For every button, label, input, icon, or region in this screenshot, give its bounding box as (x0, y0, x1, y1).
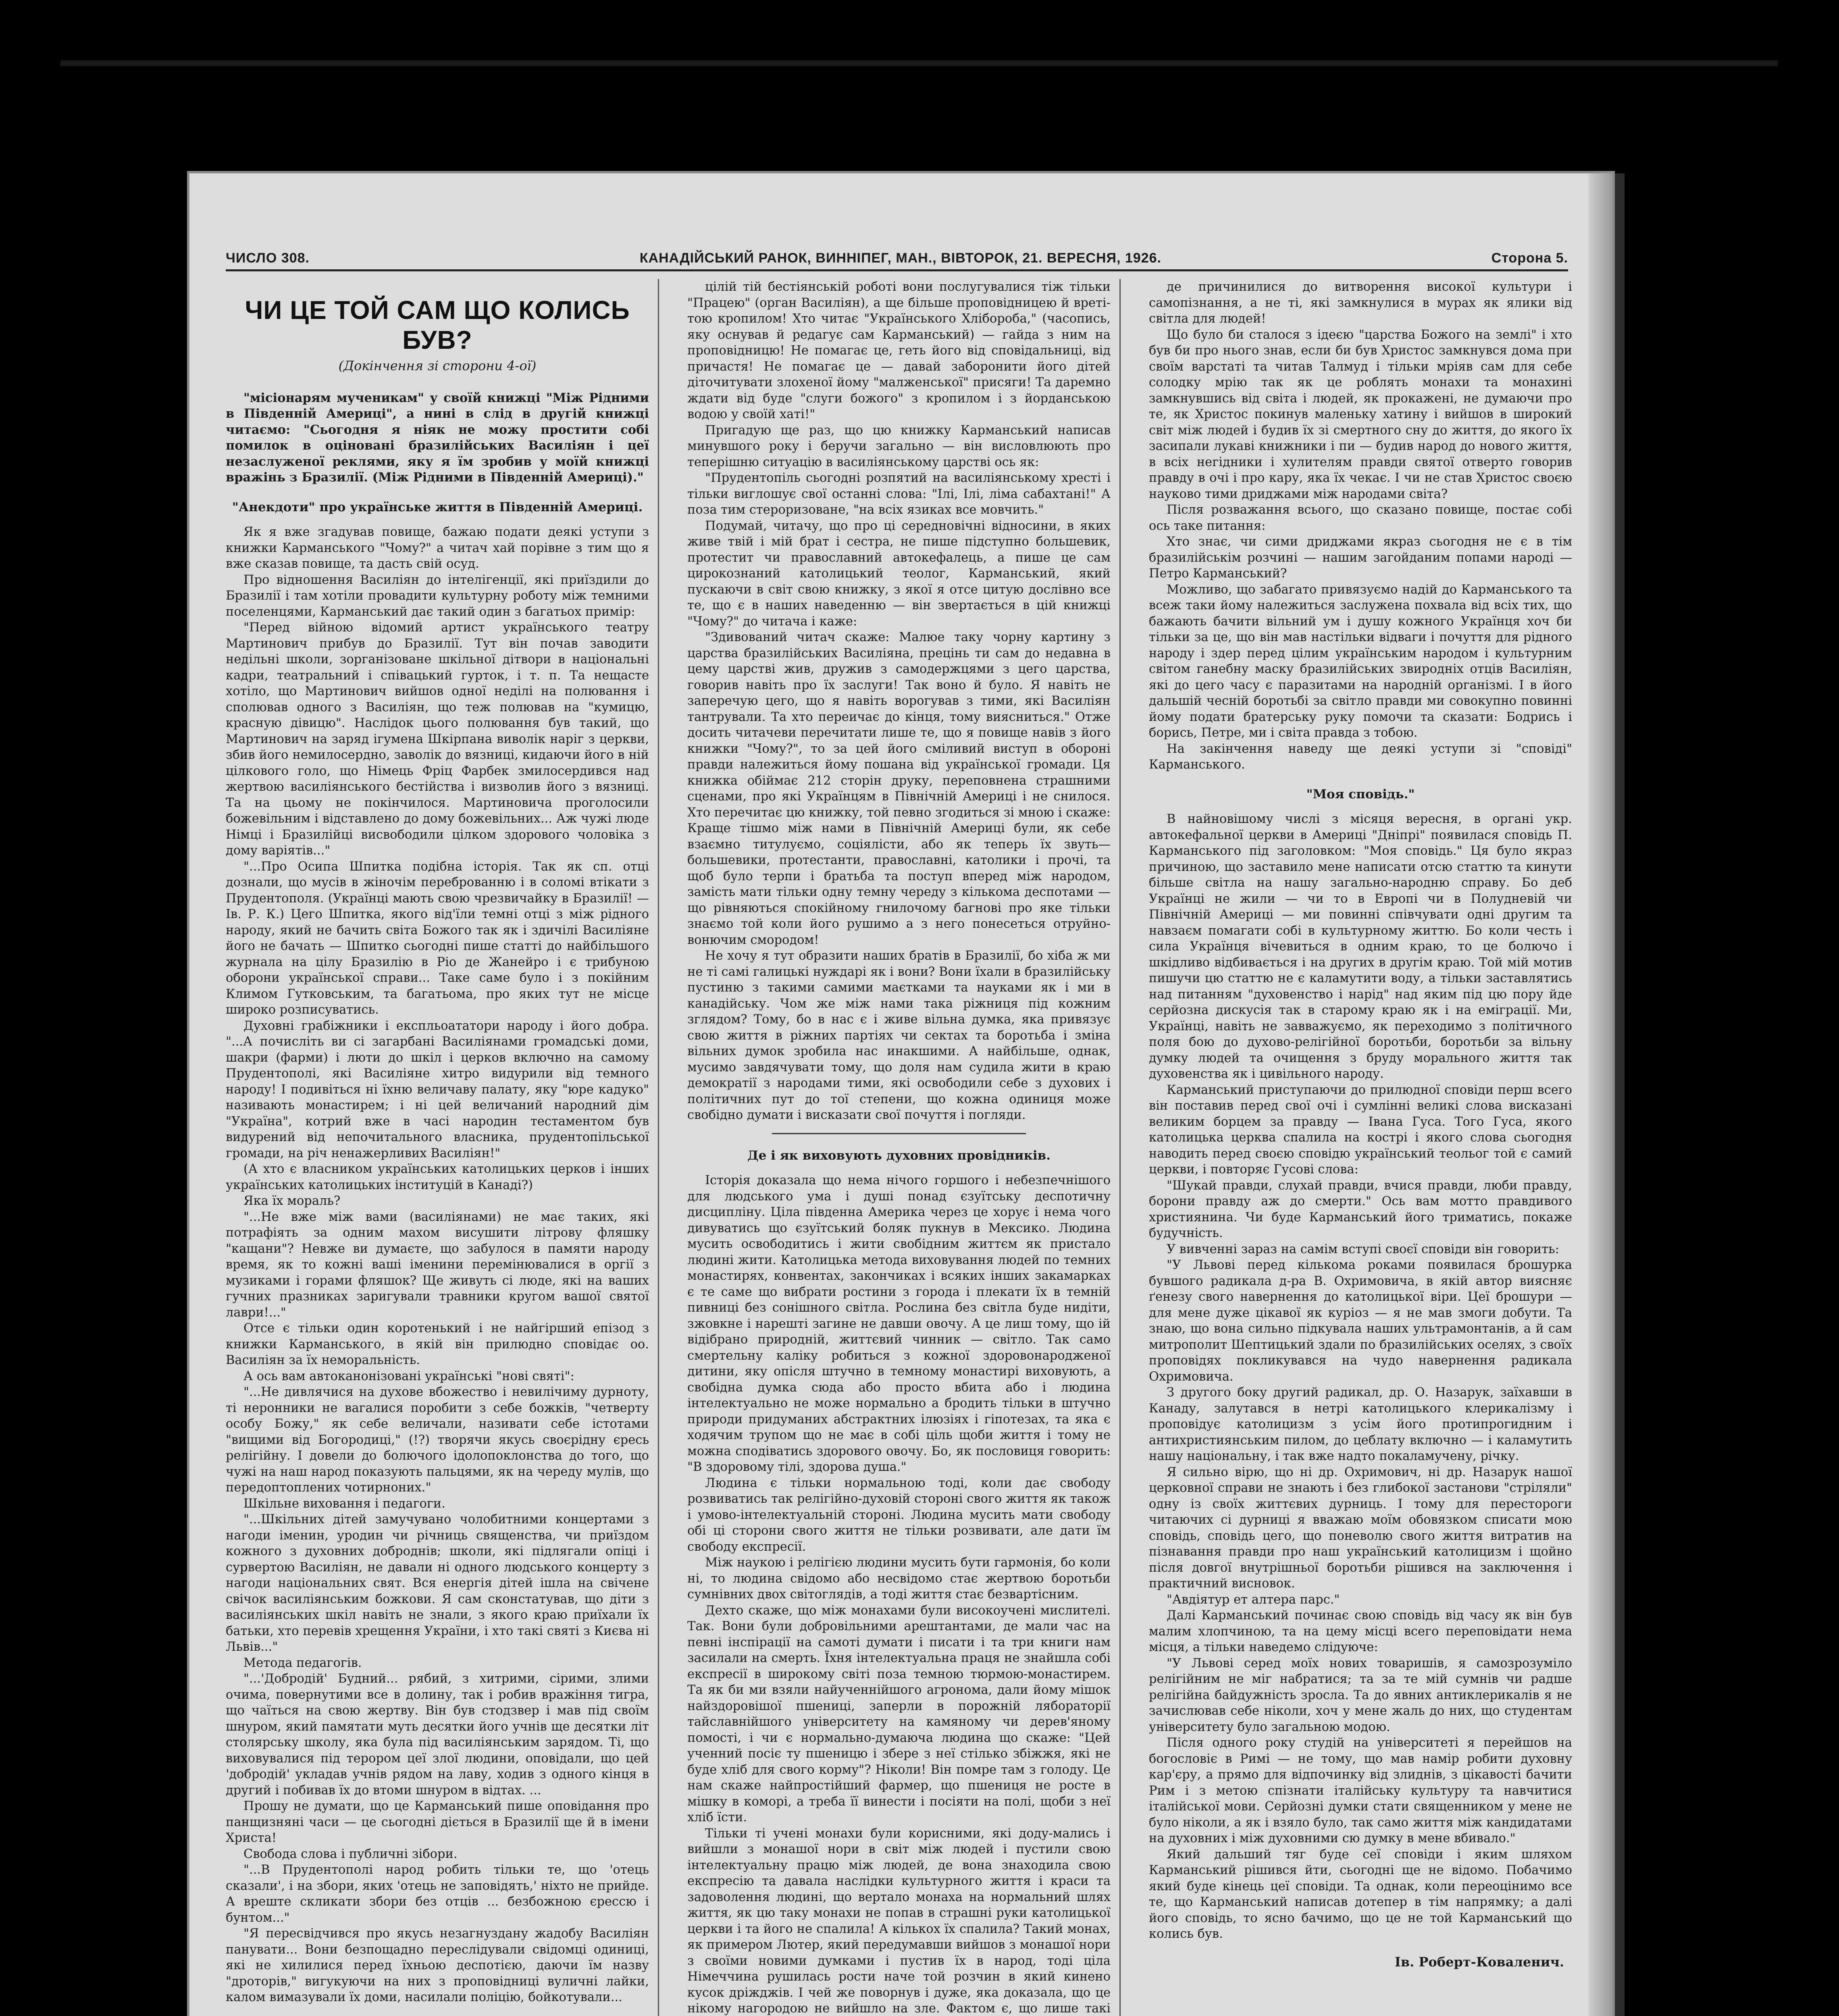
paragraph: Пригадую ще раз, що цю книжку Карманський написав минувшого року і беручи загально — він висловлюють про теперішню ситуацію в василіянському царстві ось як: (687, 423, 1111, 469)
masthead: КАНАДІЙСЬКИЙ РАНОК, ВИННІПЕГ, МАН., ВІВТОРОК, 21. ВЕРЕСНЯ, 1926. (639, 250, 1161, 266)
author-signature: Ів. Роберт-Коваленич. (1394, 1954, 1564, 1970)
section-heading: "Моя сповідь." (1306, 787, 1415, 802)
film-border-top (60, 60, 1778, 66)
column-3-body (1149, 279, 1572, 773)
paragraph: "...Шкільних дітей замучувано чолобитними концертами з нагоди іменин, уродин чи річниць священства, чи приїздом кожного з духовних доброднів; школи, які підлягали опіці і сурвертою Василіян, не давали ні одного людського концерту з нагоди національних свят. Вся енергія дітей ішла на свічене свічок василіянським божкови. Я сам сконстатував, що діти з василіянських шкіл навіть не знали, з якого краю приїхали їх батьки, хто перевів хрещення України, і хто такі святі з Києва ні Львів..." (226, 1512, 649, 1654)
newspaper-page (189, 173, 1612, 2016)
column-2 (687, 279, 1111, 2016)
intro-paragraph: "місіонарям мученикам" у своїй книжці "Між Рідними в Південній Америці", а нині в слід в другій книжці читаємо: "Сьогодня я ніяк не можу простити собі помилок в оціновані бразилійських Василіян і цеї незаслуженої реклями, яку я їм зробив у моїй книжці вражінь з Бразилії. (Між Рідними в Південній Америці)." (226, 390, 649, 485)
paragraph: Шкільне виховання і педагоги. (243, 1496, 445, 1511)
paragraph: (А хто є власником українських католицьких церков і інших українських католицьких інституцій в Канаді?) (226, 1162, 649, 1192)
paragraph: "...Про Осипа Шпитка подібна історія. Так як сп. отці дознали, що мусів в жіночім переброванню і в соломі втікати з Прудентополя. (Українці мають свою чрезвичайку в Бразилії! — Ів. Р. К.) Цего Шпитка, якого від'їли темні отці з між рідного народу, який не бачить світа Божого так як і здичілі Василіяне його не бачать — Шпитко сьогодні пише статті до найбільшого журнала на цілу Бразилію в Ріо де Жанейро і є трибуною оборони української справи... Таке саме було і з покійним Климом Гутковським, та багатьома, про яких тут не місце широко розписуватись. (226, 859, 649, 1017)
paragraph: "У Львові серед моїх нових товаришів, я самозрозуміло релігійним не міг набратися; та за те мій сумнів чи радше релігійна байдужність зросла. Та до явних антиклерикалів я не зачислював себе ніколи, хоч у мене жаль до них, що студентам університету було загальною модою. (1149, 1656, 1572, 1734)
paragraph: "...В Прудентополі народ робить тільки те, що 'отець сказали', і на збори, яких 'отець не заповідять,' ніхто не прийде. А вреште скликати збори без отців ... безбожною єрессю і бунтом..." (226, 1863, 649, 1925)
section-heading: Де і як виховують духовних провідників. (747, 1148, 1051, 1163)
paragraph: Далі Карманський починає свою сповідь від часу як він був малим хлопчиною, та на цему місці всего переповідати нема місця, а тільки наведемо слідуюче: (1149, 1608, 1572, 1654)
paragraph: "Перед війною відомий артист українського театру Мартинович прибув до Бразилії. Тут він почав заводити недільні школи, зорганізоване шкільної дітвори в національні кадри, театральний і співацький гурток, і т. п. Та нещасте хотіло, що Мартинович вийшов одної неділі на полювання і сполював одного з Василіян, що теж полював на "кумицю, красную дівицю". Наслідок цього полювання був такий, що Мартинович на заряд ігумена Шкірпана виволік наріг з церкви, збив його немилосердно, заволік до вязниці, кидаючи його в ній цілкового голо, що Німець Фріц Фарбек змилосердився над жертвою василіянського бестійства і визволив його з вязниці. Та на цьому не покінчилося. Мартиновича проголосили божевільним і відставлено до дому божевільних... Аж чужі люде Німці і Бразилійці висвободили цілком здорового чоловіка з дому варіятів..." (226, 621, 649, 858)
paragraph: Після розважання всього, що сказано повище, постає собі ось таке питання: (1149, 503, 1572, 533)
paragraph: Метода педагогів. (243, 1656, 362, 1670)
column-1-body (226, 524, 649, 2006)
continued-note: (Докінчення зі сторони 4-ої) (338, 358, 537, 373)
paragraph: Прошу не думати, що це Карманський пише оповідання про панщизняні часи — це сьогодні діється в Бразилії ще й в імени Христа! (226, 1799, 649, 1845)
issue-number: ЧИСЛО 308. (226, 250, 310, 266)
paragraph: "Прудентопіль сьогодні розпятий на василіянському хресті і тільки виглошує свої останні слова: "Ілі, Ілі, ліма сабахтані!" А поза тим стероризоване, "на всіх язиках все мовчить." (687, 471, 1111, 517)
paragraph: Між наукою і релігією людини мусить бути гармонія, бо коли ні, то людина свідомо або несвідомо стає жертвою боротьби сумнівних двох світоглядів, а тоді життя стає безвартісним. (687, 1556, 1111, 1602)
column-divider-1 (658, 279, 659, 2016)
paragraph: де причинилися до витворення високої культури і самопізнання, а не ті, які замкнулися в мурах як ялики від світла для людей! (1149, 280, 1572, 326)
paragraph: "Я пересвідчився про якусь незагнуздану жадобу Василіян панувати... Вони безпощадно переслідували свідомці одиниці, які не хилилися перед їхньою деспотією, даючи їм назву "дроторів," вигукуючи на них з проповідниці вуличні лайки, калом вимазували їх доми, насилали поліцію, бойкотували... (226, 1926, 649, 2004)
paragraph: Яка їх мораль? (243, 1194, 341, 1208)
column-1 (226, 279, 649, 2016)
paragraph: Як я вже згадував повище, бажаю подати деякі уступи з книжки Карманського "Чому?" а читач хай порівне з тим що я вже сказав повище, та дасть свій осуд. (226, 525, 649, 571)
paragraph: Людина є тільки нормальною тоді, коли дає свободу розвиватись так релігійно-духовій стороні свого життя як також і умово-інтелектуальній стороні. Людина мусить мати свободу обі ці сторони свого життя не тільки розвивати, але дати їм свободу експресії. (687, 1476, 1111, 1554)
paragraph: "Авдіятур ет алтера парс." (1167, 1592, 1340, 1607)
paragraph: Подумай, читачу, що про ці середновічні відносини, в яких живе твій і мій брат і сестра, не пише підступно большевик, протестит чи православний автокефалець, а пише це сам цирокознаний католицький теолог, Карманський, який пускаючи в світ свою книжку, з якої я отсе цитую дослівно все те, що є в наших наведенню — він звертається в цій книжці "Чому?" до читача і каже: (687, 519, 1111, 629)
paragraph: Отсе є тільки один коротенький і не найгірший епізод з книжки Карманського, в якій він прилюдно сповідає оо. Василіян за їх неморальність. (226, 1321, 649, 1367)
paragraph: Можливо, що забагато привязуємо надій до Карманського та всеж таки йому належиться заслужена похвала від всіх тих, що бажають бачити вільний ум і душу кожного Українця хоч би тільки за це, що він мав настільки відваги і почуття для рідного народу і здер перед цілим українським народом і культурним світом ганебну маску бразилійських звиродніх отців Василіян, які до цего часу є паразитами на народній організмі. І в його дальшій чесній боротьбі за світло правди ми совокупно повинні йому подати братерську руку помочи та сказати: Бодрись і борись, Петре, ми і світа правда з тобою. (1149, 582, 1572, 740)
paragraph: Духовні грабіжники і експльоататори народу і його добра. "...А почисліть ви сі загарбані Василіянами громадські доми, шакри (фарми) і люти до шкіл і церков включно на самому Прудентополі, які Василіяне хитро видурили від темного народу! І подивіться ні їхню величаву палату, яку "юре кадуко" називають монастирем; і ні цей величаний народний дім "Україна", котрий вже в часі народин тестаментом був видурений від непочитального власника, прудентопільської громади, на річ ненажерливих Василіян!" (226, 1018, 649, 1160)
paragraph: Я сильно вірю, що ні др. Охримович, ні др. Назарук нашої церковної справи не знають і без глибокої застанови "стріляли" одну із своїх життєвих дурниць. І тому для перестороги читаючих сі дурниці я вважаю моїм обовязком списати мою сповідь, сповідь цего, що поневолю свого життя витратив на пізнавання правди про наш український католицизм і щойно після довгої внутрішньої боротьби рішився на заключення і практичний висновок. (1149, 1465, 1572, 1591)
column-2-body-b (687, 1173, 1111, 2016)
paragraph: Історія доказала що нема нічого горшого і небезпечнішого для людського ума і душі понад єзуїтську деспотичну дисципліну. Ціла південна Америка через це хорує і нема чого дивуватись що єзуїтський боляк пукнув в Мексико. Людина мусить освободитись і жити свобідним життєм як пристало людині жити. Католицька метода виховування людей по темних монастирях, конвентах, закончиках і всяких інших закамарках є те саме що вибрати ростини з города і плекати їх в темній пивниці без сонішного світла. Рослина без світла буде нидіти, зжовкне і нарешті загине не давши овочу. А це лиш тому, що ій відібрано природній, життєвий чинник — світло. Так само смертельну каліку робиться з кожної здоровонародженої дитини, яку опісля штучно в темному монастирі виховують, а свобідна думка сюда або просто вбита або і людина інтелектуально не може нормально а бродить тільки в штучно природи придуманих абстрактних ілюзіях і гіпотезах, та яка є ходячим трупом що не має в собі ціль щоби життя і тому не можна сподіватись здорового овочу. Бо, як пословиця говорить: "В здоровому тілі, здорова душа." (687, 1173, 1111, 1474)
paragraph: А ось вам автоканонізовані українські "нові святі": (243, 1369, 574, 1383)
paragraph: Після одного року студій на університеті я перейшов на богословіє в Римі — не тому, що мав намір робити духовну кар'єру, а прямо для відпочинку від злиднів, з цікавості бачити Рим і з метою спізнати італійську культуру та навчитися італійської мови. Серйозні думки стати священником у мене не було ніколи, а як і взяло було, так само життя між кандидатами на духовних і між духовними сю думку в мене вбивало." (1149, 1736, 1572, 1845)
paragraph: Карманський приступаючи до прилюдної сповіди перш всего він поставив перед свої очі і сумлінні великі слова висказані великим борцем за правду — Івана Гуса. Того Гуса, якого католицька церква спалила на кострі і якого слова сьогодня наводить перед своєю сповідю український теольог той є самий церкви, і повторяє Гусові слова: (1149, 1083, 1572, 1177)
paragraph: Про відношення Василіян до інтелігенції, які приїздили до Бразилії і там хотіли провадити культурну роботу між темними поселенцями, Карманський дає такий один з багатьох примір: (226, 573, 649, 619)
paragraph: "У Львові перед кількома роками появилася брошурка бувшого радикала д-ра В. Охримовича, в якій автор виясняє ґенезу свого навернення до католицької віри. Цеї брошури — для мене дуже цікавої як куріоз — я не мав змоги добути. Та знаю, що вона сильно підкувала наших ультрамонтанів, а й сам митрополит Шептицький здали по бразилійських оселях, з своїх проповідях покликувався на чудо навернення радикала Охримовича. (1149, 1258, 1572, 1384)
paragraph: Не хочу я тут образити наших братів в Бразилії, бо хіба ж ми не ті самі галицькі нуждарі як і вони? Вони їхали в бразилійську пустиню з такими самими маєтками та науками як і ми в канадійську. Чом же між нами така ріжниця під кожним зглядом? Тому, бо в нас є і живе вільна думка, яка привязує свою життя в ріжних партіях чи сектах та боротьба і зміна вільних думок зробила нас инакшими. А найбільше, однак, мусимо завдячувати тому, що доля нам судила жити в краю демократії з народами тими, які освободили себе з духових і політичних пут до тої степени, що кожна одиниця може свобідно думати і висказати свої почуття і погляди. (687, 949, 1111, 1122)
paragraph: З другого боку другий радикал, др. О. Назарук, заїхавши в Канаду, залутався в нетрі католицького клерикалізму і проповідує католицизм з усім його протипрогидним і антихристиянським пилом, до цеблату включно — і каламутить нашу національну, і так вже надто покаламучену, річку. (1149, 1385, 1572, 1463)
paragraph: Тільки ті учені монахи були корисними, які доду-мались і вийшли з монашої нори в світ між людей і пустили свою інтелектуальну працю між людей, де вона знаходила свою експресію та давала наслідки культурного життя і краси та задоволення людині, що вертало монаха на нормальний шлях життя, як цю таку монахи не попав в страшні руки католицької церкви і та його не спалила! А кількох їх спалила? Такий монах, як примером Лютер, який передумавши вийшов з монашої нори з своїми новими думками і пустив їх в народ, тоді ціла Німеччина рушилась рости наче той розчин в який кинено кусок дріжджів. І чей же поворнув і дуже, яка доказала, що це нікому нагородою не вийшло на зле. Фактом є, що лише такі (687, 1826, 1111, 2016)
paragraph: Що було би сталося з ідеєю "царства Божого на землі" і хто був би про нього знав, если би був Христос замкнувся дома при своїм варстаті та читав Талмуд і тільки мріяв сам для себе солодку мрію так як це роблять монахи та монахині замкнувшись від світа і людей, як прокажені, не думаючи про те, як Христос покинув маленьку хатину і вийшов в широкий світ між людей і будив їх зі смертного сну до життя, до якого їх засипали лукаві книжники і пи — будив народ до нового життя, в всіх негідники і хулителям правди святої отверто говорив правду в очі і про кару, яка їх чекає. І чи не став Христос своєю науково тими дриджами між народами світа? (1149, 327, 1572, 501)
page-header (226, 238, 1568, 266)
article-title: ЧИ ЦЕ ТОЙ САМ ЩО КОЛИСЬ БУВ? (245, 296, 630, 354)
paragraph: Який дальший тяг буде сеї сповіди і яким шляхом Карманський рішився йти, сьогодні ще не відомо. Побачимо який буде кінець цеї сповіди. Та однак, коли переоцінимо все те, що Карманський написав дотепер в тім напрямку; а далі його сповідь, то ясно бачимо, що це не той Карманський що колись був. (1149, 1847, 1572, 1941)
section-rule (772, 1133, 1026, 1134)
paragraph: "Здивований читач скаже: Малюе таку чорну картину з царства бразилійських Василіяна, прецінь ти сам до недавна в цему царстві жив, дружив з самодержцями з цего царства, говорив навіть про їх заслуги! Так воно й було. Я навіть не заперечую цего, що я навіть ворогував з тими, які Василіян тантрували. Та хто переичає до кінця, тому виясниться." Отже досить читачеви перечитати лише те, що я повище навів з його книжки "Чому?", то за цей його сміливий виступ в обороні правди належиться йому пошана від української громади. Ця книжка обіймає 212 сторін друку, переповнена страшними сценами, про які Українцям в Північній Америці і не снилося. Хто перечитає цю книжку, той певно згодиться зі мною і скаже: Краще тішмо між нами в Північній Америці були, як себе взаємно титулуємо, соціялісти, або як теперь їх звуть—большевики, протестанти, православні, католики і прочі, та щоб було терпи і братьба та поступ вперед між народом, замість мати тільки одну темну череду з кількома деспотами — що рівняються спокійному гнилочому багнові про яке тільки знаємо той коли його рушимо а з него понесеться отруйно-вонючим смородом! (687, 630, 1111, 947)
paragraph: Хто знає, чи сими дриджами якраз сьогодня не є в тім бразилійськім розчині — нашим загойданим попами народі — Петро Карманський? (1149, 535, 1572, 581)
paragraph: "...Не вже між вами (василіянами) не має таких, які потрафіять за одним махом висушити літрову фляшку "кащани"? Невже ви думаєте, що забулося в памяти народу время, як то кожні ваші іменини перемінювалися в оргії з музиками і горами фляшок? Ще живуть сі люде, які на ваших гучних празниках заригували травники кругом вашої святої лаври!..." (226, 1210, 649, 1320)
section-heading: "Анекдоти" про українське життя в Південній Америці. (232, 500, 643, 514)
column-2-body (687, 279, 1111, 1123)
paragraph: Свобода слова і публичні зібори. (243, 1847, 458, 1861)
header-rule (226, 269, 1568, 271)
paragraph: "Шукай правди, слухай правди, вчися правди, люби правду, борони правду аж до смерти." Ось вам мотто правдивого християнина. Чи буде Карманський його триматись, покаже будучність. (1149, 1178, 1572, 1240)
page-number: Сторона 5. (1491, 250, 1568, 266)
column-3 (1149, 279, 1572, 2016)
paragraph: Дехто скаже, що між монахами були високоучені мислителі. Так. Вони були добровільними арештантами, де мали час на певні інспірації на самоті думати і писати і та три книги нам засилали на смерть. Їхня інтелектуальна праця не знайшла собі експресії в широкому світі поза темною тюрмою-монастирем. Та як би ми взяли найученнійшого агронома, дали йому мішок найздоровішої пшениці, заперли в порожній лябораторії тайславнійшого університету на камяному чи дерев'яному помості, і чи є нормально-думаюча людина що скаже: "Цей ученний посіє ту пшеницю і збере з неї стілько збіжжя, які не буде хліб для свого корму"? Ніколи! Він помре там з голоду. Це нам скаже найпростійший фармер, що пшениця не росте в мішку в коморі, а треба її винести і посіяти на полі, щоби з неї хліб їсти. (687, 1603, 1111, 1824)
paragraph: цілій тій бестіянській роботі вони послугувалися тіж тільки "Працею" (орган Василіян), а ще більше проповідницею й вреті-тою кропилом! Хто читає "Українського Хліборoба," (часопись, яку оснував й редагує сам Карманський) — гайда з ним на проповідницю! Не помагає це, геть його від сповідальниці, від причастя! Не помагає це — давай заборонити його дітей діточитувати злохеної йому "малженської" присяги! Та даремно ждати від буде "слуги божого" з кропилом і з йорданською водою у своїй хаті!" (687, 280, 1111, 421)
paragraph: "...'Добродій' Будний... рябий, з хитрими, сірими, злими очима, повернутими все в долину, так і робив вражіння тигра, що чаїться на свою жертву. Він був стодзвер і мав під своїм шнуром, який памятати муть десятки його учнів ще десятки літ столярську школу, яка була під василіянським зарядом. Ті, що виховувалися під терором цеї злої людини, оповідали, що цей 'добродій' укладав учнів рядом на лаву, ходив з одного кінця в другий і побивав їх до втоми шнуром в відтах. ... (226, 1672, 649, 1797)
paragraph: "...Не дивлячися на духове вбожество і невилічиму дурноту, ті неронники не вагалися поробити з себе божків, "четверту особу Божу," як себе величали, називати себе істотами "вищими від Богородиці," (!?) творячи якусь своєрідну єресь релігійну. І довели до болючого ідолопоклонства до того, що чужі на наш народ показують пальцями, як на череду мулів, що передоптоплених чотирноних." (226, 1385, 649, 1495)
column-3-body-b (1149, 811, 1572, 1942)
paragraph: На закінчення наведу ще деякі уступи зі "сповіді" Карманського. (1149, 741, 1572, 772)
paragraph: В найновішому числі з місяця вересня, в органі укр. автокефальної церкви в Америці "Дніпрі" появилася сповідь П. Карманського під заголовком: "Моя сповідь." Ця було якраз причиною, що заставило мене написати отсю статтю та кинути більше світла на нашу загально-народню справу. Бо деб Українці не жили — чи то в Европі чи в Полудневій чи Північній Америці — ми повинні співчувати одні другим та навзаєм помагати собі в культурному життю. Бо коли честь і сила Українця вічевиться в одним краю, то це болючо і шкідливо відбивається і на других в другім краю. Той мій мотив пишучи цю статтю не є каламутити воду, а тільки заставлятись над питанням "духовенство і нарід" над яким під цю пору йде серйозна дискусія так в старому краю як і на еміграції. Ми, Українці, навіть не завважуємо, як переходимо з політичного поля бою до духово-релігійної боротьби, боротьби за вільну думку людей та очищення з бруду морального життя так духовенства як і цивільного народу. (1149, 812, 1572, 1081)
paragraph: У вивченні зараз на самім вступі своєї сповіди він говорить: (1167, 1242, 1559, 1256)
column-divider-2 (1119, 279, 1121, 2016)
